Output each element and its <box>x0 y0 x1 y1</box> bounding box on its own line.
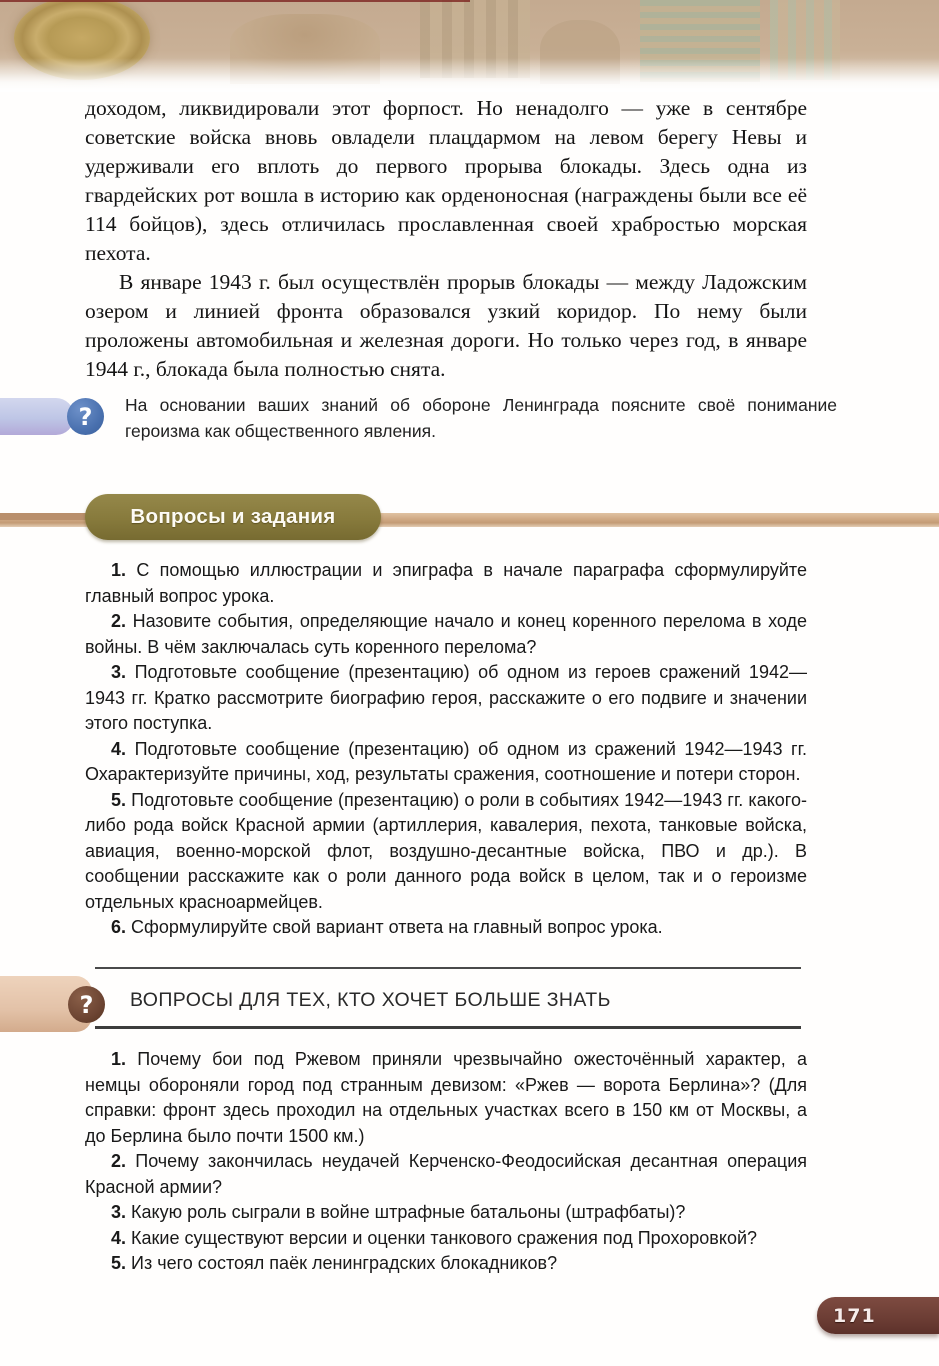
question-mark-icon: ? <box>68 986 105 1023</box>
tasks-section-header <box>0 494 939 546</box>
header-collage <box>0 0 939 92</box>
list-item: 2. Почему закончилась неудачей Керченско-Феодосийская десантная операция Красной армии? <box>85 1151 807 1197</box>
advanced-section-title: ВОПРОСЫ ДЛЯ ТЕХ, КТО ХОЧЕТ БОЛЬШЕ ЗНАТЬ <box>130 989 611 1011</box>
paragraph: В январе 1943 г. был осуществлён прорыв блокады — между Ладожским озером и линией фронта образовался узкий коридор. По нему были проложены автомобильная и железная дороги. Но только через год, в январе 1944 г., блокада была полностью снята. <box>85 270 807 381</box>
divider-line <box>95 967 801 969</box>
inline-question-text: На основании ваших знаний об обороне Ленинграда поясните своё понимание героизма как общественного явления. <box>125 395 837 441</box>
list-item: 5. Из чего состоял паёк ленинградских блокадников? <box>111 1253 558 1273</box>
list-item: 3. Какую роль сыграли в войне штрафные батальоны (штрафбаты)? <box>111 1202 686 1222</box>
list-item: 5. Подготовьте сообщение (презентацию) о роли в событиях 1942—1943 гг. какого-либо рода войск Красной армии (артиллерия, кавалерия, пехота, танковые войска, авиация, военно-морской флот, воздушно-десантные войска, ПВО и др.). В сообщении расскажите как о роли данного рода войск в целом, так и о героизме отдельных красноармейцев. <box>85 789 807 912</box>
paragraph: доходом, ликвидировали этот форпост. Но ненадолго — уже в сентябре советские войска вновь овладели плацдармом на левом берегу Невы и удерживали его вплоть до первого прорыва блокады. Здесь одна из гвардейских рот вошла в историю как орденоносная (награждены были все её 114 бойцов), здесь отличилась прославленная своей храбростью морская пехота. <box>85 96 807 265</box>
inline-question-block <box>0 392 939 456</box>
tasks-badge <box>85 494 381 540</box>
question-mark-icon: ? <box>67 398 104 435</box>
page-top-edge <box>0 0 470 2</box>
list-item: 2. Назовите события, определяющие начало и конец коренного перелома в ходе войны. В чём заключалась суть коренного перелома? <box>85 611 807 657</box>
list-item: 6. Сформулируйте свой вариант ответа на главный вопрос урока. <box>111 917 663 937</box>
list-item: 3. Подготовьте сообщение (презентацию) об одном из героев сражений 1942—1943 гг. Кратко рассмотрите биографию героя, расскажите о его подвиге и значении этого поступка. <box>85 662 807 733</box>
advanced-questions-list <box>85 1047 807 1277</box>
body-text <box>85 94 807 384</box>
tasks-list <box>85 558 807 941</box>
collage-fade <box>0 58 939 92</box>
list-item: 4. Какие существуют версии и оценки танкового сражения под Прохоровкой? <box>111 1227 758 1248</box>
question-margin-bar <box>0 398 74 435</box>
tasks-badge-label: Вопросы и задания <box>130 505 336 528</box>
tan-ribbon-left <box>0 513 90 520</box>
advanced-section-header <box>0 962 939 1034</box>
list-item: 1. Почему бои под Ржевом приняли чрезвычайно ожесточённый характер, а немцы обороняли город под странным девизом: «Ржев — ворота Берлина»? (Для справки: фронт здесь проходил на отдельных участках всего в 150 км от Москвы, а до Берлина было почти 1500 км.) <box>85 1049 807 1146</box>
divider-line <box>95 1026 801 1029</box>
list-item: 4. Подготовьте сообщение (презентацию) об одном из сражений 1942—1943 гг. Охарактеризуйте причины, ход, результаты сражения, соотношение и потери сторон. <box>85 738 807 784</box>
page-number-tab <box>817 1297 939 1334</box>
list-item: 1. С помощью иллюстрации и эпиграфа в начале параграфа сформулируйте главный вопрос урока. <box>85 560 807 606</box>
page-number: 171 <box>833 1304 876 1327</box>
